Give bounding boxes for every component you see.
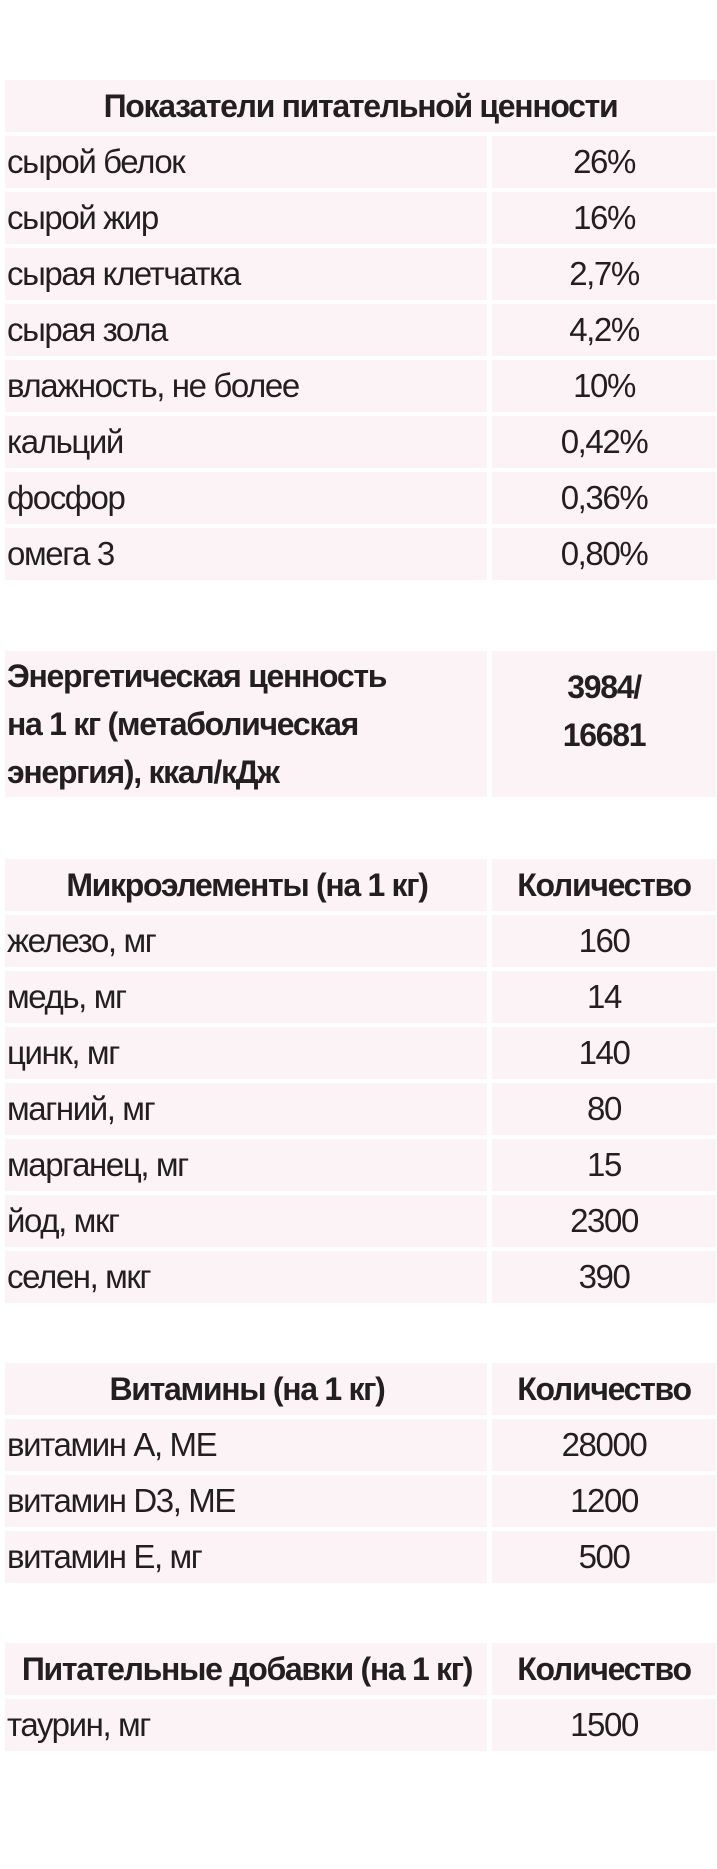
microelement-value: 160 — [492, 915, 716, 971]
vitamins-table — [5, 1363, 716, 1587]
microelements-table-header — [5, 859, 716, 915]
nutrient-value: 10% — [492, 360, 716, 416]
nutrient-value: 26% — [492, 136, 716, 192]
vitamin-name: витамин Е, мг — [5, 1531, 487, 1587]
table-row — [5, 248, 716, 304]
energy-label-line: на 1 кг (метаболическая — [7, 706, 358, 742]
vitamin-value: 1200 — [492, 1475, 716, 1531]
additives-table — [5, 1643, 716, 1755]
table-row — [5, 1531, 716, 1587]
table-row — [5, 1419, 716, 1475]
microelement-name: цинк, мг — [5, 1027, 487, 1083]
vitamin-name: витамин D3, МЕ — [5, 1475, 487, 1531]
microelements-header-value: Количество — [492, 859, 716, 915]
table-row — [5, 528, 716, 584]
energy-value-line: 16681 — [562, 717, 646, 753]
microelement-value: 80 — [492, 1083, 716, 1139]
nutrition-table — [5, 80, 716, 584]
table-row — [5, 1083, 716, 1139]
microelement-value: 2300 — [492, 1195, 716, 1251]
energy-table — [5, 651, 716, 797]
microelement-name: селен, мкг — [5, 1251, 487, 1307]
table-row — [5, 1475, 716, 1531]
vitamin-value: 500 — [492, 1531, 716, 1587]
nutrient-name: фосфор — [5, 472, 487, 528]
microelements-header-name: Микроэлементы (на 1 кг) — [5, 859, 487, 915]
additive-value: 1500 — [492, 1699, 716, 1755]
table-row — [5, 1699, 716, 1755]
nutrient-value: 16% — [492, 192, 716, 248]
energy-label-line: Энергетическая ценность — [7, 658, 387, 694]
nutrient-value: 0,36% — [492, 472, 716, 528]
table-row — [5, 304, 716, 360]
microelement-name: медь, мг — [5, 971, 487, 1027]
nutrient-name: кальций — [5, 416, 487, 472]
microelement-name: йод, мкг — [5, 1195, 487, 1251]
table-row — [5, 1251, 716, 1307]
microelement-name: магний, мг — [5, 1083, 487, 1139]
additives-header-value: Количество — [492, 1643, 716, 1699]
nutrient-name: влажность, не более — [5, 360, 487, 416]
table-row — [5, 1195, 716, 1251]
table-row — [5, 416, 716, 472]
microelements-table — [5, 859, 716, 1307]
nutrient-name: сырая клетчатка — [5, 248, 487, 304]
nutrient-value: 0,42% — [492, 416, 716, 472]
nutrient-name: сырой жир — [5, 192, 487, 248]
table-row — [5, 360, 716, 416]
table-row — [5, 1139, 716, 1195]
vitamin-name: витамин А, МЕ — [5, 1419, 487, 1475]
vitamins-header-value: Количество — [492, 1363, 716, 1419]
nutrition-table-title: Показатели питательной ценности — [5, 80, 716, 136]
table-row — [5, 136, 716, 192]
nutrient-name: омега 3 — [5, 528, 487, 584]
vitamins-table-header — [5, 1363, 716, 1419]
energy-value — [492, 651, 716, 797]
nutrient-value: 0,80% — [492, 528, 716, 584]
table-row — [5, 915, 716, 971]
nutrient-name: сырой белок — [5, 136, 487, 192]
energy-label — [5, 651, 487, 797]
energy-label-line: энергия), ккал/кДж — [7, 754, 279, 790]
energy-row — [5, 651, 716, 797]
energy-value-line: 3984/ — [567, 669, 641, 705]
table-row — [5, 971, 716, 1027]
microelement-name: марганец, мг — [5, 1139, 487, 1195]
additives-header-name: Питательные добавки (на 1 кг) — [5, 1643, 487, 1699]
microelement-value: 140 — [492, 1027, 716, 1083]
table-row — [5, 1027, 716, 1083]
microelement-value: 15 — [492, 1139, 716, 1195]
microelement-value: 390 — [492, 1251, 716, 1307]
microelement-name: железо, мг — [5, 915, 487, 971]
nutrition-table-header — [5, 80, 716, 136]
nutrient-value: 2,7% — [492, 248, 716, 304]
table-row — [5, 192, 716, 248]
additive-name: таурин, мг — [5, 1699, 487, 1755]
nutrient-value: 4,2% — [492, 304, 716, 360]
microelement-value: 14 — [492, 971, 716, 1027]
vitamins-header-name: Витамины (на 1 кг) — [5, 1363, 487, 1419]
nutrient-name: сырая зола — [5, 304, 487, 360]
table-row — [5, 472, 716, 528]
additives-table-header — [5, 1643, 716, 1699]
vitamin-value: 28000 — [492, 1419, 716, 1475]
